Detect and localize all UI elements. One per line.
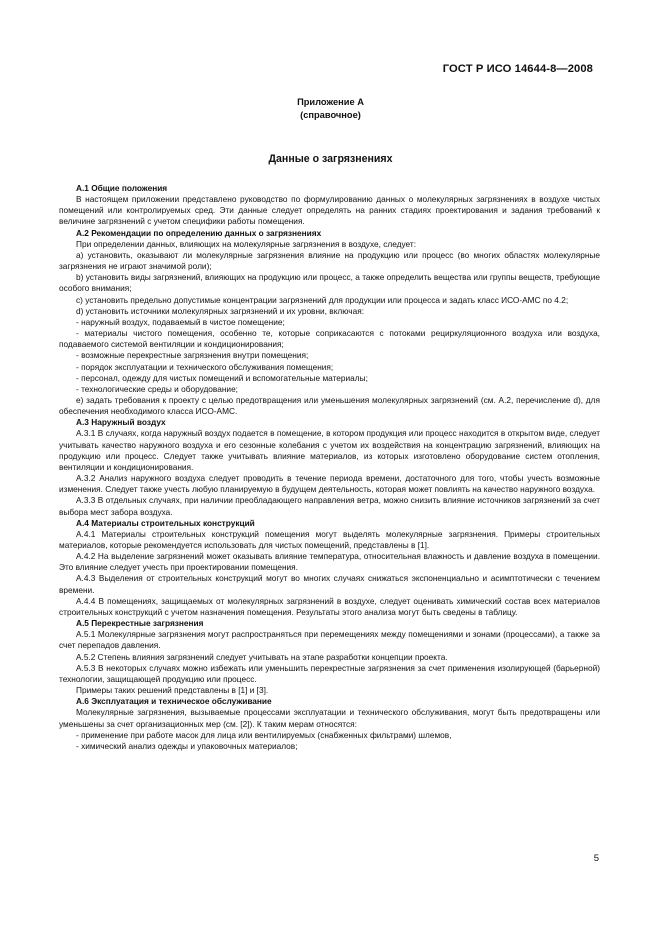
- paragraph: d) установить источники молекулярных загрязнений и их уровни, включая:: [76, 305, 365, 316]
- paragraph: Примеры таких решений представлены в [1] и [3].: [76, 685, 269, 696]
- subsection-heading: А.4 Материалы строительных конструкций: [76, 517, 255, 528]
- subsection-heading: А.1 Общие положения: [76, 183, 168, 193]
- paragraph: А.4.2 На выделение загрязнений может оказывать влияние температура, относительная влажность и давление воздуха в помещении. Это влияние следует учесть при проектировании помещения.: [59, 551, 600, 573]
- paragraph: - возможные перекрестные загрязнения внутри помещения;: [76, 350, 309, 361]
- paragraph: - технологические среды и оборудование;: [76, 383, 238, 394]
- paragraph: с) установить предельно допустимые концентрации загрязнений для продукции или процесса и задать класс ИСО-АМС по 4.2;: [76, 294, 569, 305]
- paragraph: В настоящем приложении представлено руководство по формулированию данных о молекулярных загрязнениях в воздухе чистых помещений или контролируемых сред. Эти данные следует определять на ранних стадиях проектирования и задания требований к величине загрязнений с учетом специфики работы помещения.: [59, 194, 600, 227]
- paragraph: А.3.2 Анализ наружного воздуха следует проводить в течение периода времени, достаточного для того, чтобы учесть возможные изменения. Следует также учесть любую планируемую в будущем деятельность, которая может повлиять на качество наружного воздуха.: [59, 473, 600, 495]
- paragraph: При определении данных, влияющих на молекулярные загрязнения в воздухе, следует:: [76, 238, 416, 249]
- paragraph: Молекулярные загрязнения, вызываемые процессами эксплуатации и технического обслуживания, могут быть предотвращены или уменьшены за счет организационных мер (см. [2]). К таким мерам относятся:: [59, 707, 600, 729]
- subsection-heading: А.3 Наружный воздух: [76, 417, 166, 428]
- paragraph: А.4.4 В помещениях, защищаемых от молекулярных загрязнений в воздухе, следует оценивать химический состав всех материалов строительных конструкций с учетом назначения помещения. Результаты этого анализа могут быть сведены в таблицу.: [59, 595, 600, 617]
- paragraph: - персонал, одежду для чистых помещений и вспомогательные материалы;: [76, 372, 368, 383]
- paragraph: - материалы чистого помещения, особенно те, которые соприкасаются с потоками рециркуляционного воздуха или воздуха, подаваемого системой вентиляции и кондиционирования;: [59, 328, 600, 350]
- paragraph: а) установить, оказывают ли молекулярные загрязнения влияние на продукцию или процесс (во многих областях молекулярные загрязнения не играют значимой роли);: [59, 249, 600, 272]
- document-body: [59, 183, 600, 752]
- paragraph: b) установить виды загрязнений, влияющих на продукцию или процесс, а также определить вещества или группы веществ, требующие особого внимания;: [59, 272, 600, 294]
- subsection-heading: А.2 Рекомендации по определению данных о загрязнениях: [76, 227, 322, 238]
- paragraph: - порядок эксплуатации и технического обслуживания помещения;: [76, 361, 334, 372]
- paragraph: А.3.3 В отдельных случаях, при наличии преобладающего направления ветра, можно снизить влияние источников загрязнений за счет выбора мест забора воздуха.: [59, 495, 600, 517]
- paragraph: А.3.1 В случаях, когда наружный воздух подается в помещение, в котором продукция или процесс находится в открытом виде, следует учитывать качество наружного воздуха и его сезонные колебания с учетом их воздействия на концентрацию загрязнений, влияющих на продукцию или процесс. Следует также учитывать влияние материалов, из которых изготовлено оборудование систем отопления, вентиляции и кондиционирования.: [59, 428, 600, 472]
- paragraph: А.4.3 Выделения от строительных конструкций могут во многих случаях снижаться экспоненциально и асимптотически с течением времени.: [59, 573, 600, 595]
- section-title: Данные о загрязнениях: [268, 153, 393, 165]
- annex-subtitle: (справочное): [300, 110, 361, 120]
- subsection-heading: А.6 Эксплуатация и техническое обслуживание: [76, 696, 272, 707]
- page-number: 5: [593, 853, 599, 864]
- paragraph: е) задать требования к проекту с целью предотвращения или уменьшения молекулярных загрязнений (см. А.2, перечисление d), для обеспечения необходимого класса ИСО-АМС.: [59, 394, 600, 417]
- paragraph: А.5.3 В некоторых случаях можно избежать или уменьшить перекрестные загрязнения за счет применения изолирующей (барьерной) технологии, защищающей продукцию или процесс.: [59, 662, 600, 684]
- subsection-heading: А.5 Перекрестные загрязнения: [76, 618, 204, 629]
- annex-heading: [0, 96, 661, 122]
- annex-title: Приложение А: [297, 97, 364, 107]
- paragraph: - химический анализ одежды и упаковочных материалов;: [76, 740, 298, 751]
- paragraph: - применение при работе масок для лица или вентилируемых (снабженных фильтрами) шлемов,: [76, 729, 452, 740]
- paragraph: А.4.1 Материалы строительных конструкций помещения могут выделять молекулярные загрязнения. Примеры строительных материалов, которые рекомендуется использовать для чистых помещений, представлены в [1].: [59, 528, 600, 550]
- paragraph: А.5.1 Молекулярные загрязнения могут распространяться при перемещениях между помещениями и зонами (процессами), а также за счет перепадов давления.: [59, 629, 600, 651]
- paragraph: - наружный воздух, подаваемый в чистое помещение;: [76, 316, 285, 327]
- paragraph: А.5.2 Степень влияния загрязнений следует учитывать на этапе разработки концепции проекта.: [76, 651, 448, 662]
- standard-designation: ГОСТ Р ИСО 14644-8—2008: [442, 63, 593, 75]
